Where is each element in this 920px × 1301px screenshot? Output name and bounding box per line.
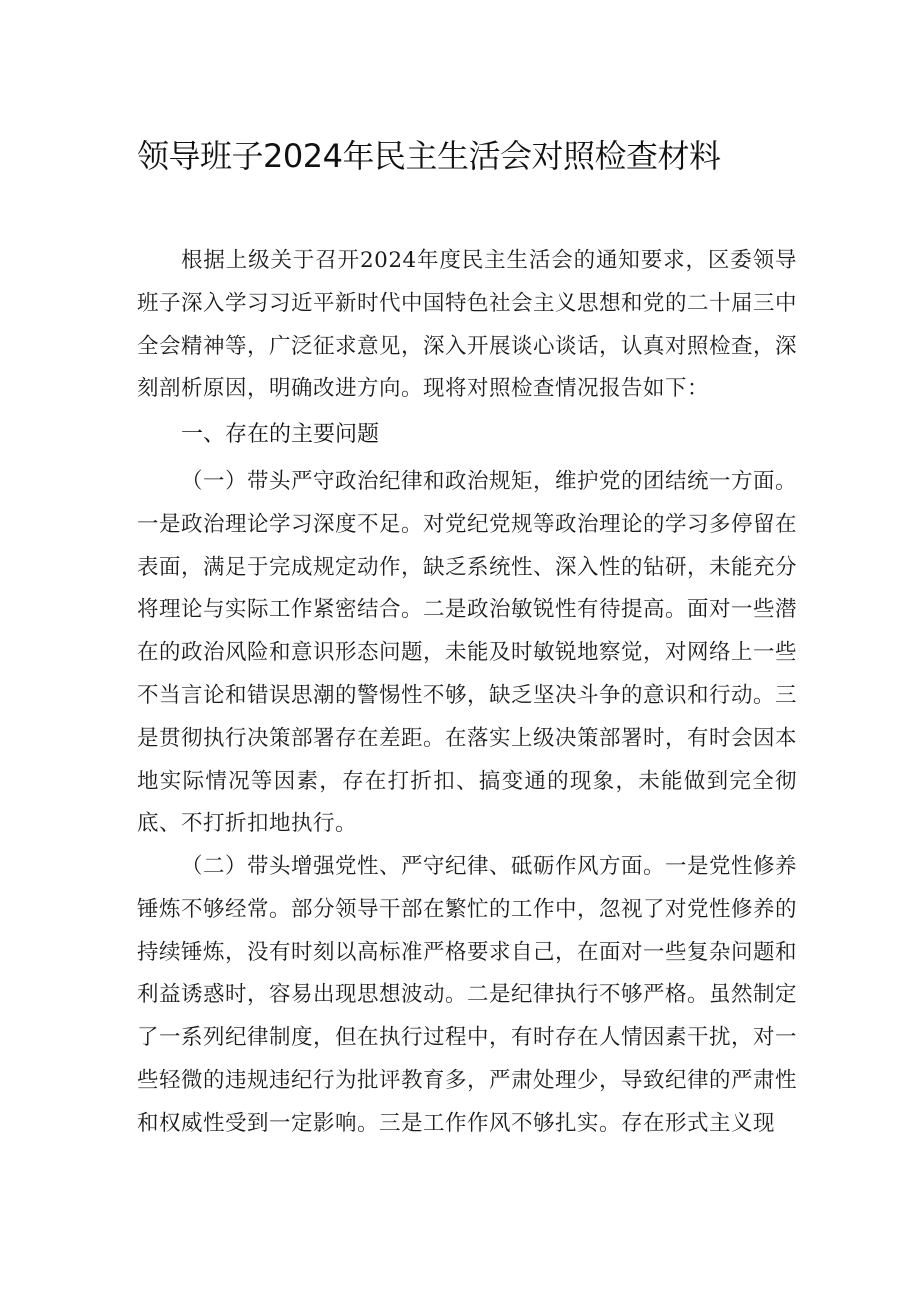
document-title: 领导班子2024年民主生活会对照检查材料 (137, 137, 721, 175)
intro-paragraph-block (137, 240, 797, 411)
section-part2-block (137, 846, 797, 1146)
section-part2-paragraph: （二）带头增强党性、严守纪律、砥砺作风方面。一是党性修养锤炼不够经常。部分领导干部在繁忙的工作中，忽视了对党性修养的持续锤炼，没有时刻以高标准严格要求自己，在面对一些复杂问题和利益诱惑时，容易出现思想波动。二是纪律执行不够严格。虽然制定了一系列纪律制度，但在执行过程中，有时存在人情因素干扰，对一些轻微的违规违纪行为批评教育多，严肃处理少，导致纪律的严肃性和权威性受到一定影响。三是工作作风不够扎实。存在形式主义现 (137, 854, 798, 1136)
intro-paragraph: 根据上级关于召开2024年度民主生活会的通知要求，区委领导班子深入学习习近平新时代中国特色社会主义思想和党的二十届三中全会精神等，广泛征求意见，深入开展谈心谈话，认真对照检查，深刻剖析原因，明确改进方向。现将对照检查情况报告如下： (137, 248, 798, 402)
section-heading: 一、存在的主要问题 (181, 422, 380, 447)
section-part1-block (137, 461, 797, 846)
section-part1-paragraph: （一）带头严守政治纪律和政治规矩，维护党的团结统一方面。一是政治理论学习深度不足。对党纪党规等政治理论的学习多停留在表面，满足于完成规定动作，缺乏系统性、深入性的钻研，未能充分将理论与实际工作紧密结合。二是政治敏锐性有待提高。面对一些潜在的政治风险和意识形态问题，未能及时敏锐地察觉，对网络上一些不当言论和错误思潮的警惕性不够，缺乏坚决斗争的意识和行动。三是贯彻执行决策部署存在差距。在落实上级决策部署时，有时会因本地实际情况等因素，存在打折扣、搞变通的现象，未能做到完全彻底、不打折扣地执行。 (137, 469, 798, 837)
